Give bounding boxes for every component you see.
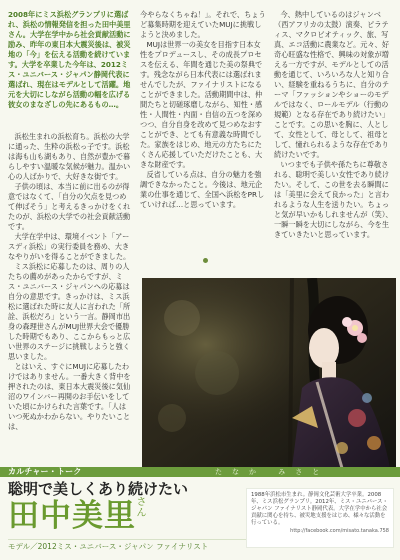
facebook-link[interactable]: http://facebook.com/misato.tanaka.758	[290, 528, 389, 535]
body-paragraph: いつまでも子供や孫たちに尊敬される、聡明で美しい女性であり続けたい。そして、この世を去る瞬間には「美里に会えて良かった」と言われるような人生を送りたい。ちょっと気が早いかもしれませんが（笑）、一瞬一瞬を大切にしながら、今を生きていきたいと思っています。	[274, 160, 393, 239]
body-paragraph: 反省している点は、自分の魅力を強調できなかったこと。今後は、地元企業の仕事を通じて、全国へ浜松をPRしていければ…と思っています。	[140, 170, 265, 209]
body-paragraph: ミス浜松に応募したのは、周りの人たちの薦めがあったからですが、ミス・ユニバース・ジャパンへの応募は自分の意思です。きっかけは、ミス浜松に選ばれた時に友人に言われた「所詮、浜松だろ」という一言。静岡市出身の森理世さんがMUJ世界大会で優勝した時期でもあり、ここからもっと広い世界のステージに挑戦しようと強く思いました。	[8, 262, 131, 361]
profile-text: 1988年浜松市生まれ。静岡文化芸術大学卒業。2008年、ミス浜松グランプリ。2012年、ミス・ユニバース・ジャパン ファイナリスト静岡代表。大学在学中から社会貢献に関心を持ち、被災地支援をはじめ、様々な活動を行っている。	[251, 492, 388, 527]
profile-box	[246, 488, 394, 548]
lead-paragraph: 2008年にミス浜松グランプリに選ばれ、浜松の情報発信を担った田中美里さん。大学在学中から社会貢献活動に励み、昨年の東日本大震災後は、被災地の「今」を伝える活動を続けています。大学を卒業した今年は、2012ミス・ユニバース・ジャパン静岡代表に選ばれ、現在はモデルとして活躍。地元を大切にしながら活動の幅を広げる彼女のまなざしの先にあるもの…。	[8, 10, 131, 109]
name-reading: たなか みさと	[215, 468, 330, 476]
body-paragraph: 今やらなくちゃね！」。それで、ちょうど募集時期を迎えていたMUJに挑戦しようと決めました。	[140, 10, 266, 39]
section-category: カルチャー・トーク	[8, 467, 82, 476]
portrait-photo	[142, 278, 396, 468]
headline-tagline: 聡明で美しくあり続けたい	[8, 480, 189, 498]
honorific: さん	[136, 497, 147, 519]
body-paragraph: とはいえ、すぐにMUJに応募したわけではありません。一番大きく背中を押されたのは、東日本大震災後に気仙沼のワインバー再開のお手伝いをしていた頃にかけられた言葉です。「人はいつ死ぬかわからない。やりたいことは、	[8, 362, 131, 431]
body-paragraph: 子供の頃は、本当に前に出るのが得意ではなくて、「自分の欠点を見つめて伸ばそう」と考えるきっかけをくれたのが、浜松の大学での社会貢献活動です。	[8, 182, 131, 231]
body-column-3	[274, 10, 394, 275]
decorative-dot	[203, 258, 208, 263]
body-paragraph: 今、熱中しているのはジャンベ（西アフリカの太鼓）演奏、ピラティス、マクロビオティック、旅、写真、エコ活動に農業など。元々、好奇心旺盛な性格で、興味の対象が増える一方ですが、モデルとしての活動を通じて、いろいろな人と知り合い、経験を重ねるうちに、自分のテーマ「ファッションやショーのモデルではなく、ロールモデル（行動の規範）となる存在であり続けたい」ことです。この思いを胸に、人として、女性として、母として、祖母として、憧れられるような存在であり続けたいです。	[274, 10, 390, 159]
headline-name: 田中美里	[8, 498, 136, 534]
body-paragraph: MUJは世界一の美女を目指す日本女性をプロデュースし、その成長プロセスを伝える、年間を通じた美の祭典です。残念ながら日本代表には選ばれませんでしたが、ファイナリストになることができました。活動期間中は、仲間たちと切磋琢磨しながら、知性・感性・人間性・内面・自信の五つを深めつつ、自分自身を改めて見つめなおすことができ、とても有意義な時間でした。家族をはじめ、地元の方たちにたくさん応援していただけたことも、大きな財産です。	[140, 40, 263, 169]
portrait-illustration	[142, 278, 396, 468]
role-caption: モデル／2012ミス・ユニバース・ジャパン ファイナリスト	[8, 539, 266, 552]
body-column-2	[140, 10, 266, 275]
body-paragraph: 大学在学中は、環境イベント「アースディ浜松」の実行委員を務め、大きなやりがいを得ることができました。	[8, 232, 131, 261]
body-paragraph: 浜松生まれの浜松育ち。浜松の大学に通った、生粋の浜松っ子です。浜松は海も山も湖もあり、自然が豊かで暮らしやすい温暖な気候が魅力。温かい心の人ばかりで、大好きな街です。	[8, 132, 131, 181]
section-band	[0, 467, 400, 477]
body-column-1	[8, 132, 132, 462]
